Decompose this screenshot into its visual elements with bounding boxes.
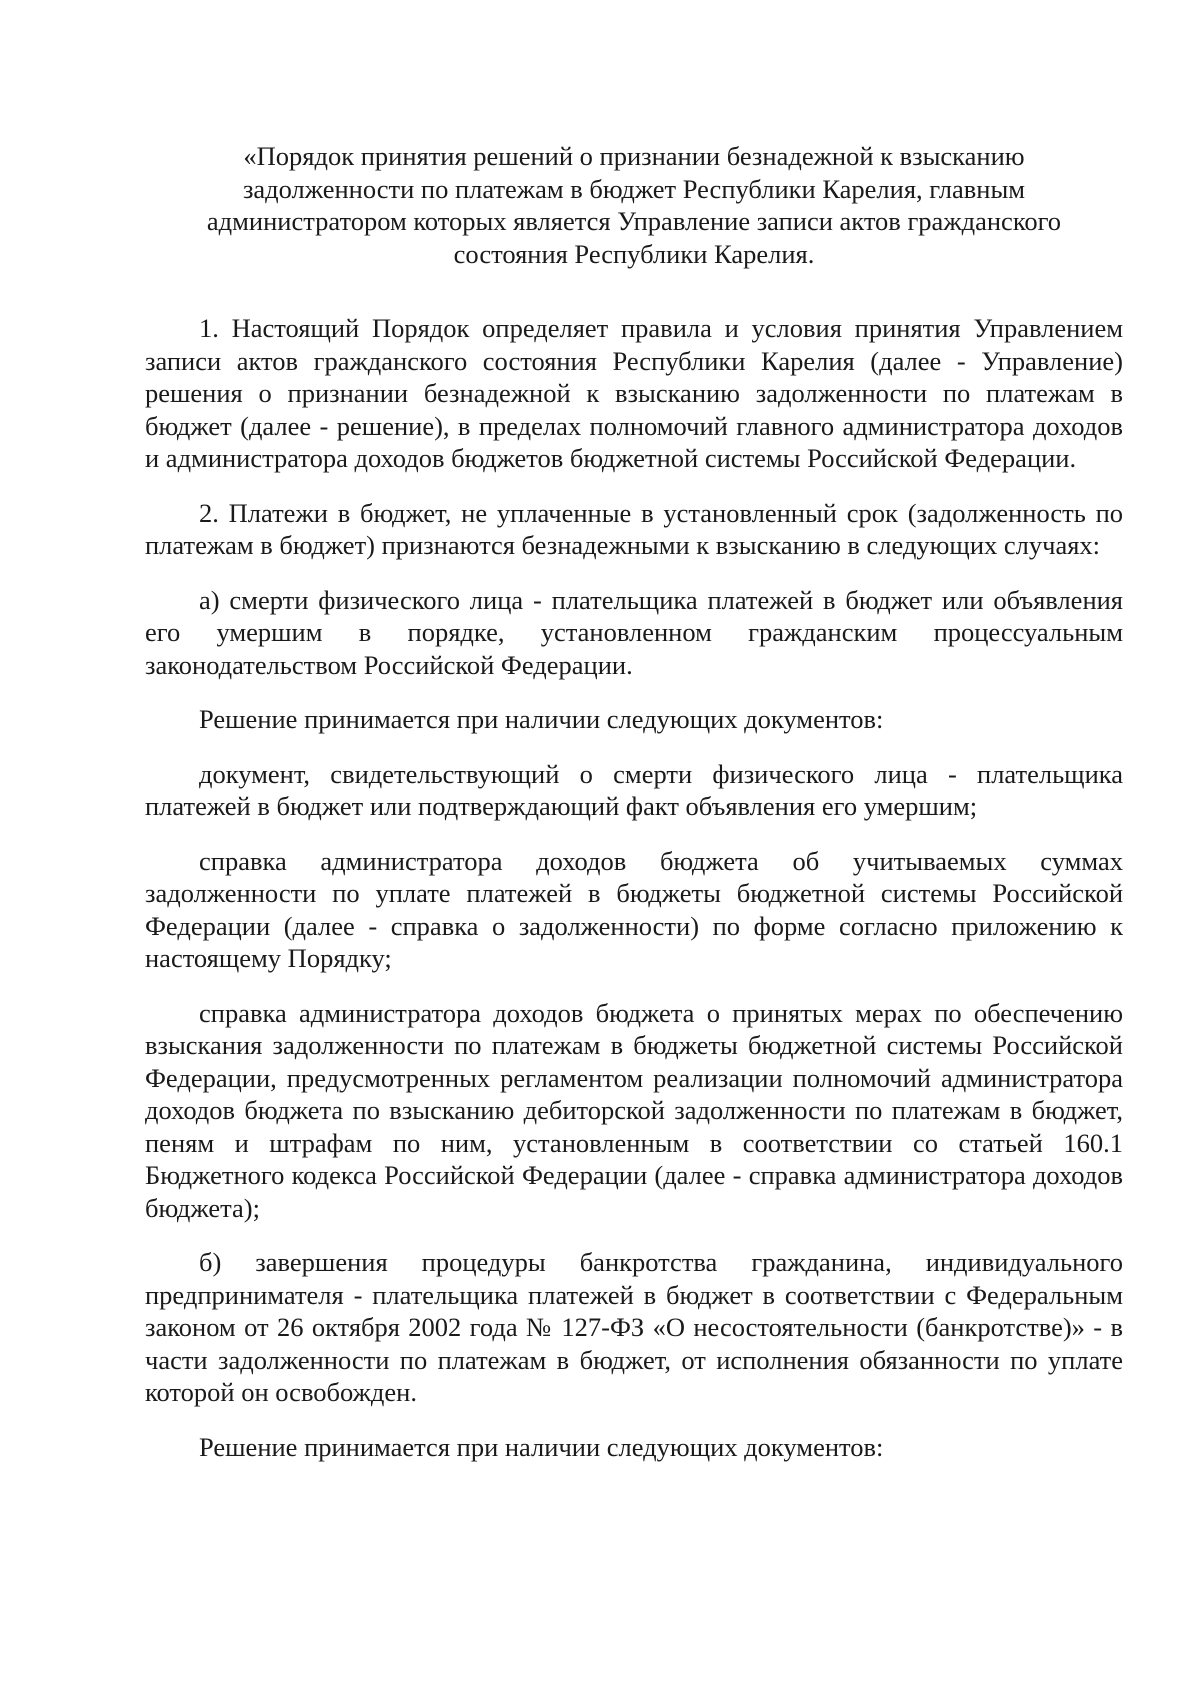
- document-page: [145, 140, 1123, 1485]
- document-title: «Порядок принятия решений о признании безнадежной к взысканию задолженности по платежам в бюджет Республики Карелия, главным администратором которых является Управление записи актов гражданского состояния Республики Карелия.: [206, 141, 1062, 269]
- paragraph-decision-docs-2: Решение принимается при наличии следующих документов:: [199, 1431, 884, 1462]
- paragraph-1: 1. Настоящий Порядок определяет правила и условия принятия Управлением записи актов гражданского состояния Республики Карелия (далее - Управление) решения о признании безнадежной к взысканию задолженности по платежам в бюджет (далее - решение), в пределах полномочий главного администратора доходов и администратора доходов бюджетов бюджетной системы Российской Федерации.: [145, 313, 1123, 473]
- paragraph-admin-certificate: справка администратора доходов бюджета о принятых мерах по обеспечению взыскания задолженности по платежам в бюджеты бюджетной системы Российской Федерации, предусмотренных регламентом реализации полномочий администратора доходов бюджета по взысканию дебиторской задолженности по платежам в бюджет, пеням и штрафам по ним, установленным в соответствии со статьей 160.1 Бюджетного кодекса Российской Федерации (далее - справка администратора доходов бюджета);: [145, 997, 1123, 1223]
- paragraph-decision-docs: Решение принимается при наличии следующих документов:: [199, 704, 884, 734]
- paragraph-death-document: документ, свидетельствующий о смерти физического лица - плательщика платежей в бюджет или подтверждающий факт объявления его умершим;: [145, 758, 1123, 821]
- paragraph-2: 2. Платежи в бюджет, не уплаченные в установленный срок (задолженность по платежам в бюджет) признаются безнадежными к взысканию в следующих случаях:: [145, 497, 1123, 560]
- paragraph-2b: б) завершения процедуры банкротства гражданина, индивидуального предпринимателя - плательщика платежей в бюджет в соответствии с Федеральным законом от 26 октября 2002 года № 127-ФЗ «О несостоятельности (банкротстве)» - в части задолженности по платежам в бюджет, от исполнения обязанности по уплате которой он освобожден.: [145, 1247, 1123, 1407]
- paragraph-debt-certificate: справка администратора доходов бюджета об учитываемых суммах задолженности по уплате платежей в бюджеты бюджетной системы Российской Федерации (далее - справка о задолженности) по форме согласно приложению к настоящему Порядку;: [145, 845, 1123, 973]
- paragraph-2a: а) смерти физического лица - плательщика платежей в бюджет или объявления его умершим в порядке, установленном гражданским процессуальным законодательством Российской Федерации.: [145, 584, 1123, 680]
